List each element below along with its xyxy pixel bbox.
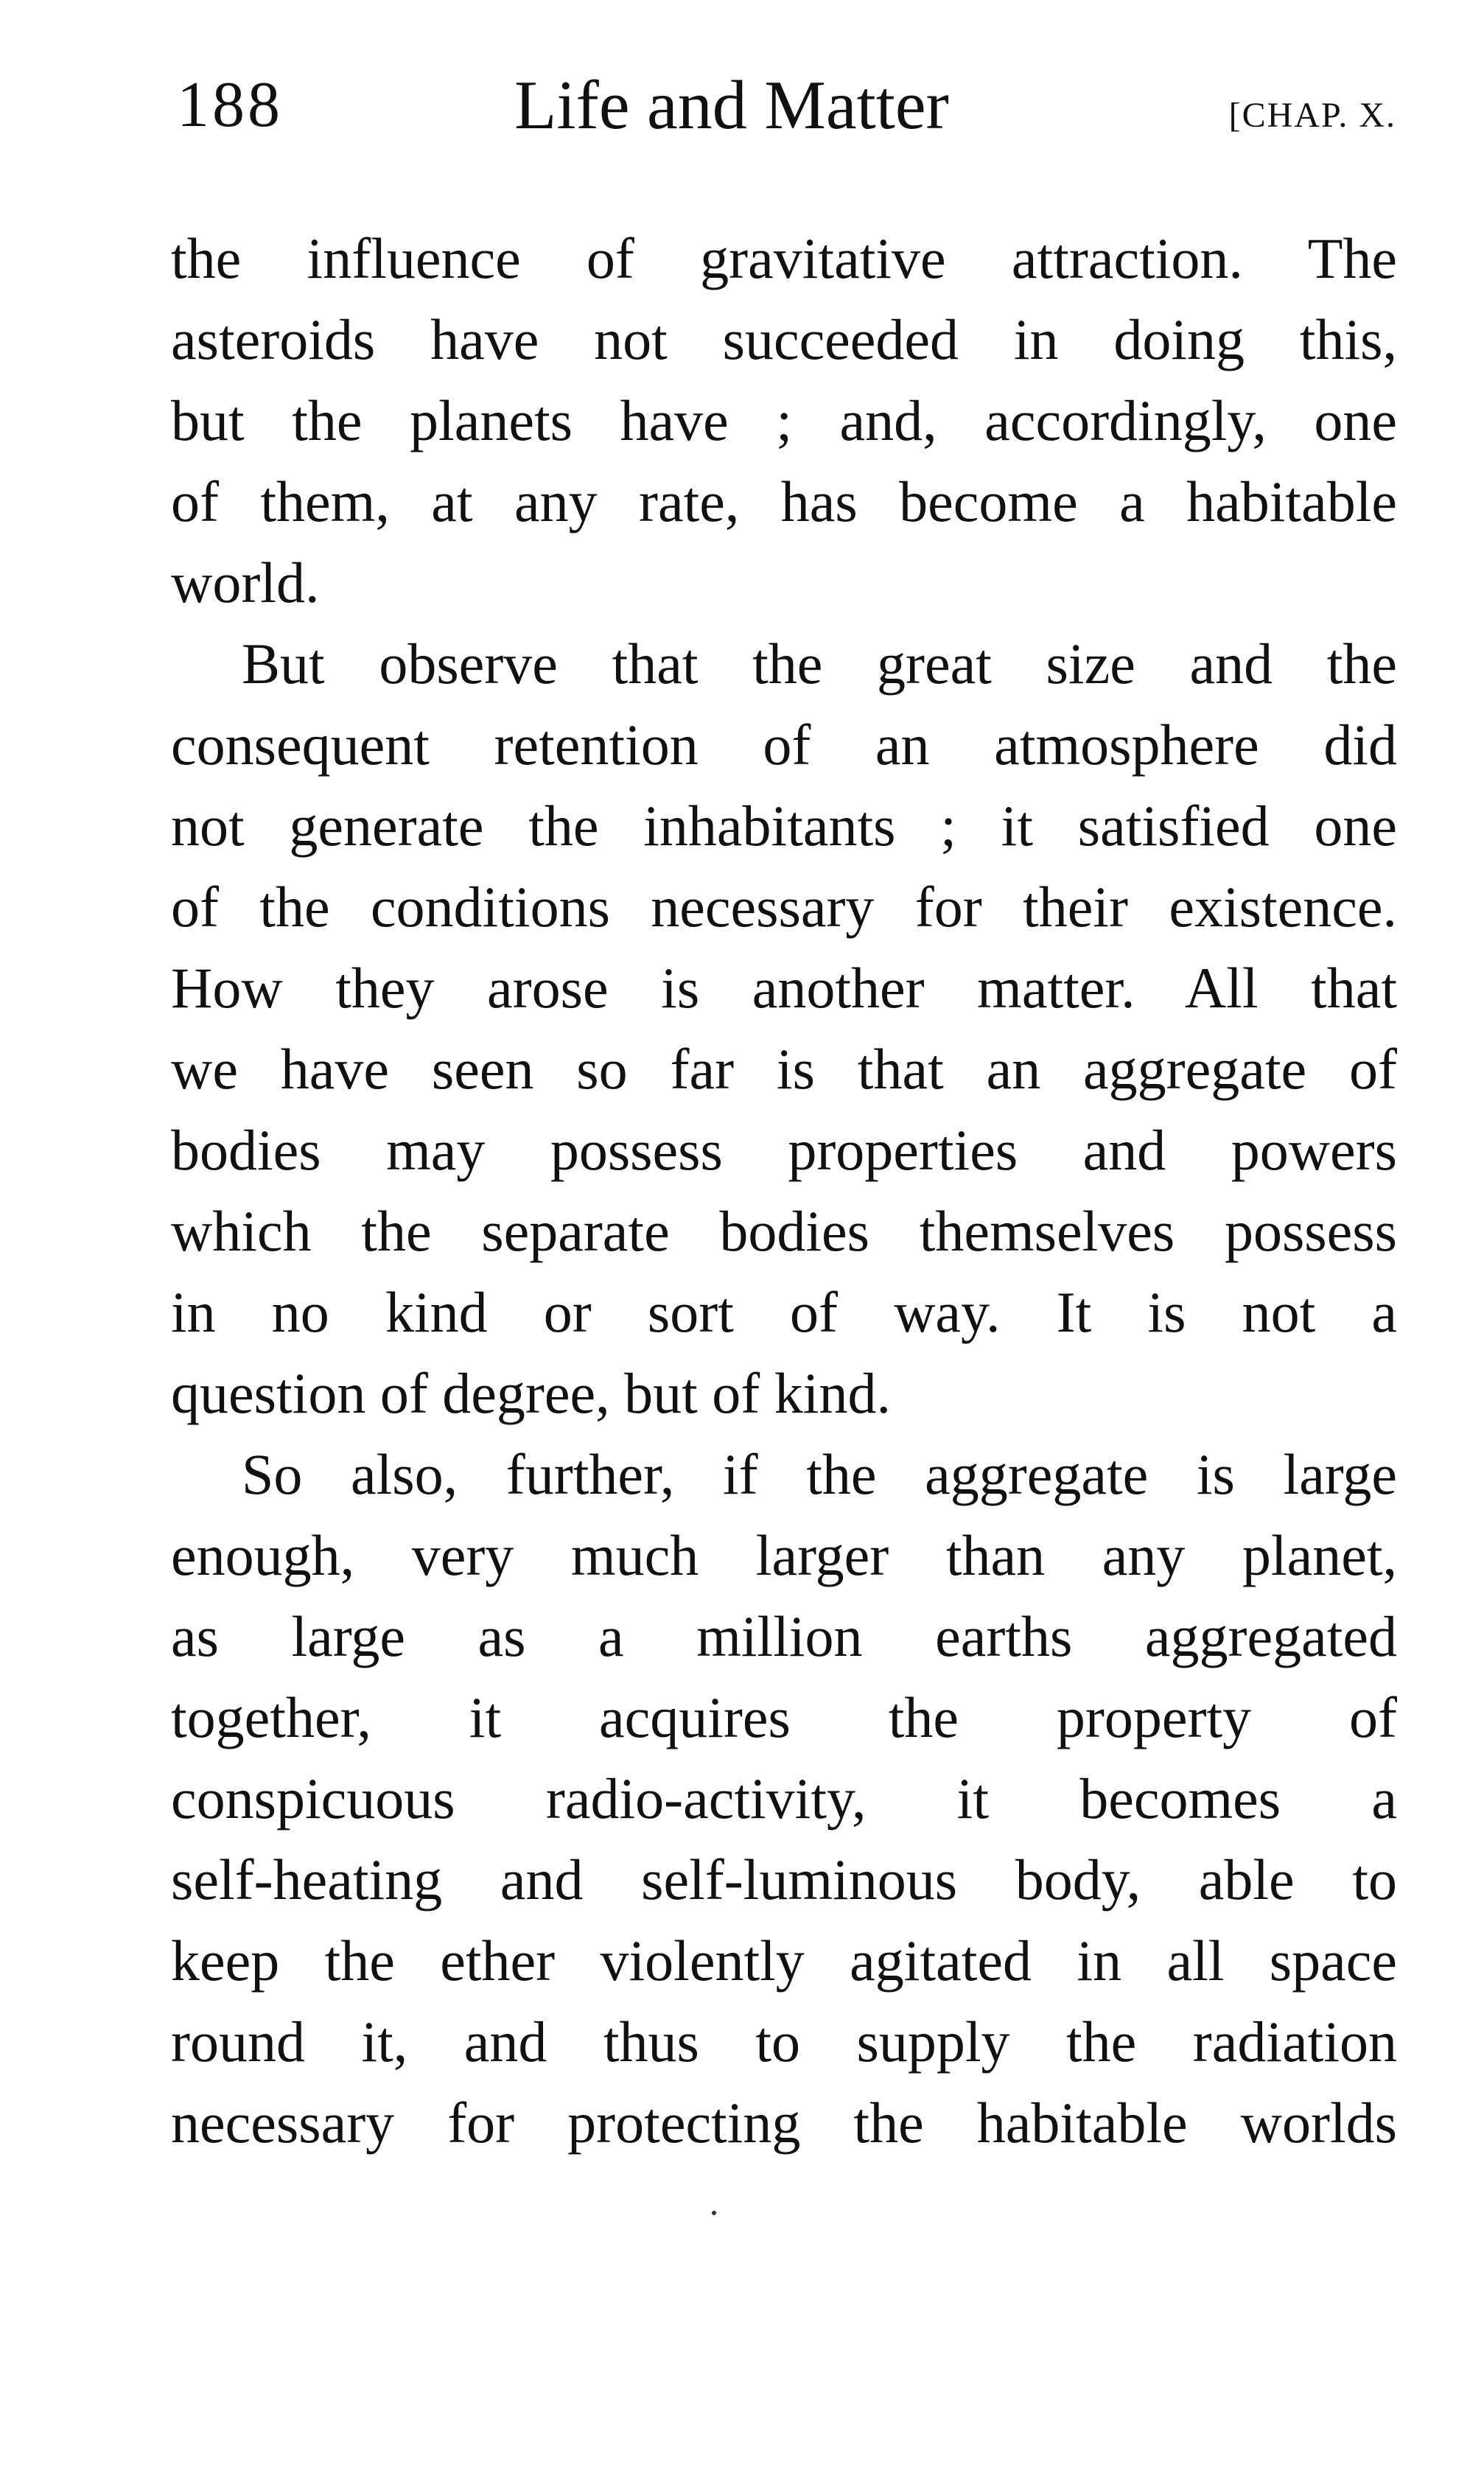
text-line: enough, very much larger than any planet, bbox=[171, 1523, 1397, 1587]
text-line: the influence of gravitative attraction. The bbox=[171, 226, 1397, 290]
text-line: self-heating and self-luminous body, able to bbox=[171, 1847, 1397, 1912]
page-number: 188 bbox=[177, 69, 283, 141]
text-line: not generate the inhabitants ; it satisfied one bbox=[171, 794, 1397, 858]
text-line: consequent retention of an atmosphere did bbox=[171, 713, 1397, 777]
text-line: So also, further, if the aggregate is large bbox=[242, 1442, 1397, 1506]
text-line: But observe that the great size and the bbox=[242, 632, 1397, 696]
text-line: in no kind or sort of way. It is not a bbox=[171, 1280, 1397, 1344]
running-head bbox=[177, 65, 1396, 146]
text-line: How they arose is another matter. All that bbox=[171, 956, 1397, 1020]
chapter-label: [CHAP. X. bbox=[1228, 96, 1396, 135]
text-line: which the separate bodies themselves possess bbox=[171, 1199, 1397, 1263]
text-line: but the planets have ; and, accordingly, one bbox=[171, 388, 1397, 452]
text-line: of them, at any rate, has become a habitable bbox=[171, 469, 1397, 534]
text-line: necessary for protecting the habitable worlds bbox=[171, 2091, 1397, 2155]
running-title: Life and Matter bbox=[514, 67, 949, 144]
text-line: world. bbox=[171, 550, 320, 615]
text-line: asteroids have not succeeded in doing this, bbox=[171, 307, 1397, 371]
text-line: together, it acquires the property of bbox=[171, 1685, 1397, 1749]
text-line: question of degree, but of kind. bbox=[171, 1361, 891, 1425]
ink-speck bbox=[712, 2211, 716, 2215]
body-text bbox=[171, 218, 1397, 2164]
text-line: as large as a million earths aggregated bbox=[171, 1604, 1397, 1668]
text-line: conspicuous radio-activity, it becomes a bbox=[171, 1766, 1397, 1830]
text-line: keep the ether violently agitated in all space bbox=[171, 1928, 1397, 1993]
text-line: we have seen so far is that an aggregate of bbox=[171, 1037, 1397, 1101]
text-line: bodies may possess properties and powers bbox=[171, 1118, 1397, 1182]
text-line: round it, and thus to supply the radiation bbox=[171, 2010, 1397, 2074]
text-line: of the conditions necessary for their existence. bbox=[171, 875, 1397, 939]
